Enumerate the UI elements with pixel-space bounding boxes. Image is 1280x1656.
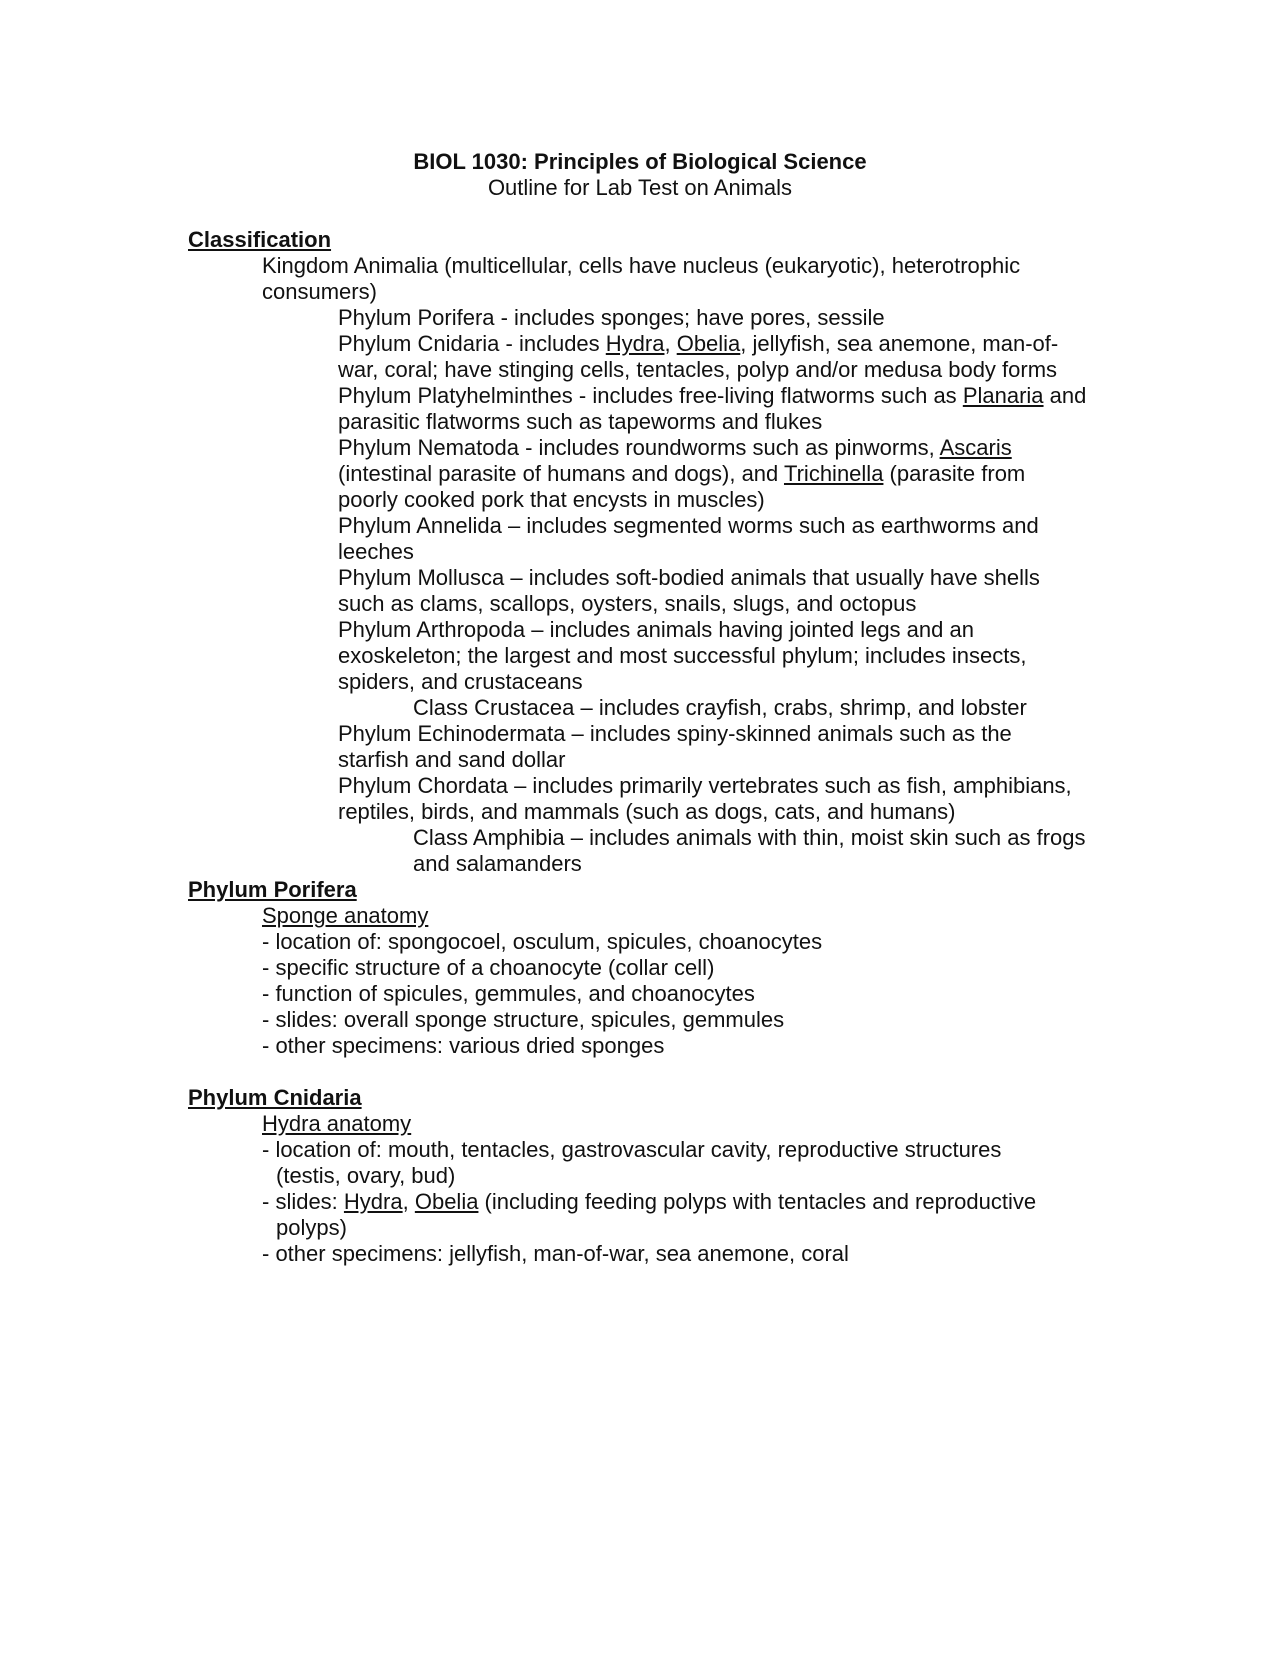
slides-line-2: polyps) — [276, 1215, 347, 1240]
hydra-anatomy-subheading: Hydra anatomy — [262, 1111, 412, 1136]
porifera-item: - other specimens: various dried sponges — [262, 1033, 665, 1058]
nematoda-post: (parasite from poorly cooked pork that encysts in muscles) — [338, 461, 1026, 512]
cnidaria-post: , jellyfish, sea anemone, man-of-war, coral; have stinging cells, tentacles, polyp and/or medusa body forms — [338, 331, 1059, 382]
sponge-anatomy-subheading: Sponge anatomy — [262, 903, 429, 928]
porifera-item: - specific structure of a choanocyte (collar cell) — [262, 955, 715, 980]
slides-post: (including feeding polyps with tentacles and reproductive — [478, 1189, 1037, 1214]
ascaris-term: Ascaris — [939, 435, 1012, 460]
location-line-2: (testis, ovary, bud) — [276, 1163, 456, 1188]
phylum-cnidaria-text — [188, 331, 1088, 383]
platy-pre: Phylum Platyhelminthes - includes free-living flatworms such as — [338, 383, 963, 408]
phylum-platyhelminthes-text — [188, 383, 1088, 435]
obelia-term: Obelia — [676, 331, 741, 356]
slides-hydra-term: Hydra — [343, 1189, 403, 1214]
cnidaria-slides-item — [188, 1189, 1088, 1241]
hydra-term: Hydra — [605, 331, 665, 356]
nematoda-pre: Phylum Nematoda - includes roundworms such as pinworms, — [338, 435, 940, 460]
phylum-porifera-text: Phylum Porifera - includes sponges; have pores, sessile — [338, 305, 885, 330]
document-title: BIOL 1030: Principles of Biological Science — [413, 149, 867, 174]
cnidaria-other-specimens-item: - other specimens: jellyfish, man-of-war, sea anemone, coral — [262, 1241, 849, 1266]
kingdom-animalia-text: Kingdom Animalia (multicellular, cells have nucleus (eukaryotic), heterotrophic consumers) — [262, 253, 1021, 304]
class-amphibia-text: Class Amphibia – includes animals with thin, moist skin such as frogs and salamanders — [413, 825, 1086, 876]
phylum-chordata-text: Phylum Chordata – includes primarily vertebrates such as fish, amphibians, reptiles, birds, and mammals (such as dogs, cats, and humans) — [338, 773, 1072, 824]
phylum-nematoda-text — [188, 435, 1088, 513]
platy-post: and parasitic flatworms such as tapeworms and flukes — [338, 383, 1087, 434]
phylum-mollusca-text: Phylum Mollusca – includes soft-bodied animals that usually have shells such as clams, scallops, oysters, snails, slugs, and octopus — [338, 565, 1040, 616]
outline-content — [188, 227, 1088, 1267]
cnidaria-location-item — [188, 1137, 1088, 1189]
section-spacer — [188, 1059, 1088, 1085]
cnidaria-heading: Phylum Cnidaria — [188, 1085, 362, 1110]
cnidaria-pre: Phylum Cnidaria - includes — [338, 331, 606, 356]
phylum-arthropoda-text: Phylum Arthropoda – includes animals having jointed legs and an exoskeleton; the largest and most successful phylum; includes insects, spiders, and crustaceans — [338, 617, 1027, 694]
nematoda-mid: (intestinal parasite of humans and dogs), and — [338, 461, 784, 486]
slides-obelia-term: Obelia — [414, 1189, 479, 1214]
document-subtitle: Outline for Lab Test on Animals — [487, 175, 793, 200]
porifera-item: - function of spicules, gemmules, and choanocytes — [262, 981, 755, 1006]
porifera-item: - slides: overall sponge structure, spicules, gemmules — [262, 1007, 785, 1032]
document-header — [0, 149, 1280, 201]
cnidaria-sep: , — [664, 331, 677, 356]
slides-pre: - slides: — [262, 1189, 344, 1214]
porifera-heading: Phylum Porifera — [188, 877, 357, 902]
porifera-item: - location of: spongocoel, osculum, spicules, choanocytes — [262, 929, 823, 954]
class-crustacea-text: Class Crustacea – includes crayfish, crabs, shrimp, and lobster — [413, 695, 1027, 720]
classification-heading: Classification — [188, 227, 332, 252]
phylum-annelida-text: Phylum Annelida – includes segmented worms such as earthworms and leeches — [338, 513, 1039, 564]
slides-sep: , — [402, 1189, 415, 1214]
trichinella-term: Trichinella — [783, 461, 884, 486]
planaria-term: Planaria — [962, 383, 1044, 408]
phylum-echinodermata-text: Phylum Echinodermata – includes spiny-skinned animals such as the starfish and sand dollar — [338, 721, 1012, 772]
location-line-1: - location of: mouth, tentacles, gastrovascular cavity, reproductive structures — [262, 1137, 1002, 1162]
